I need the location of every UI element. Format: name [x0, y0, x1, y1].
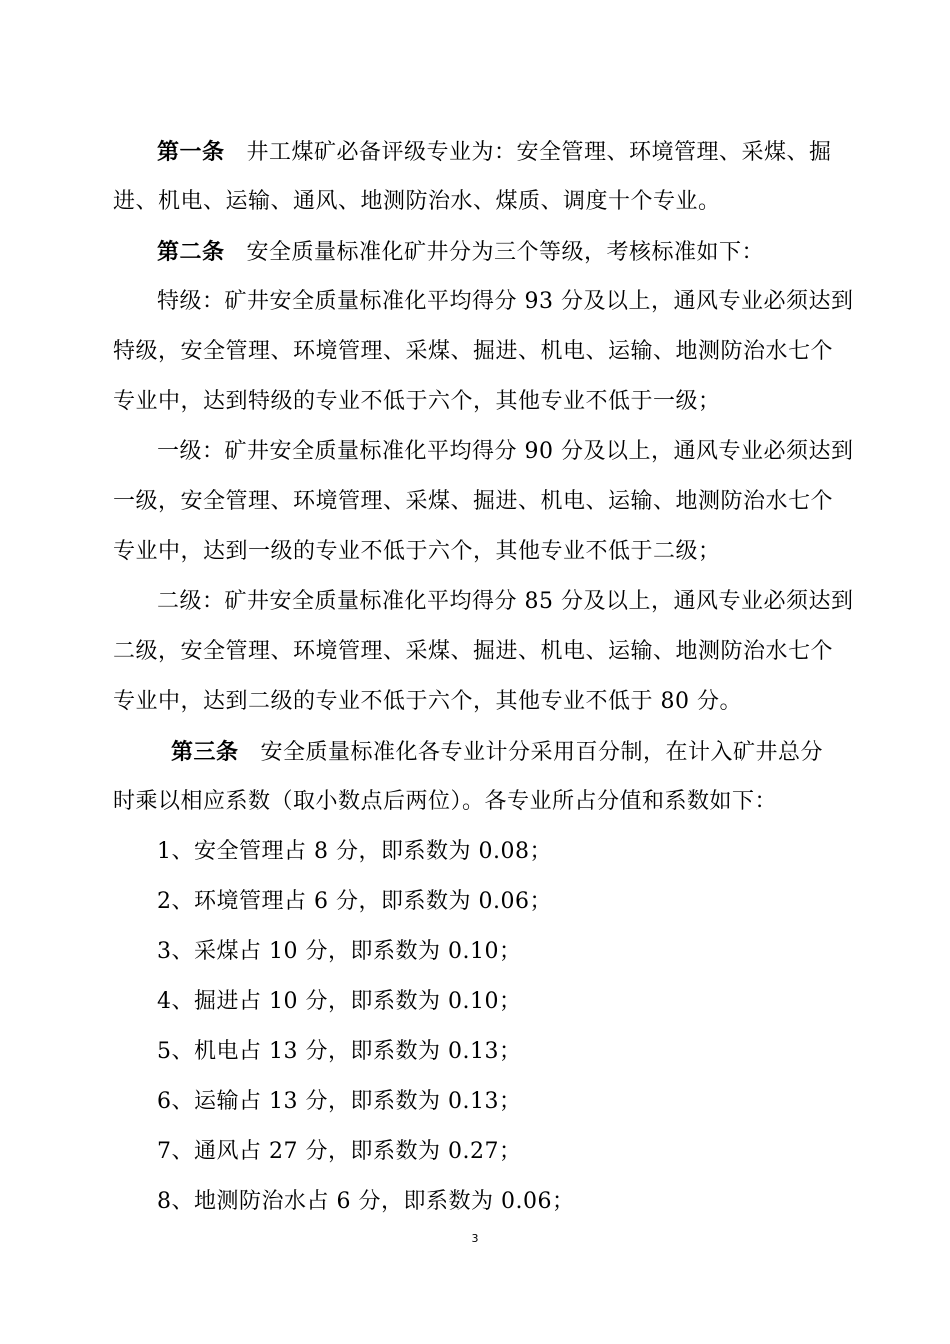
article2-text-line1: 安全质量标准化矿井分为三个等级，考核标准如下： — [246, 240, 765, 265]
article3-first-line — [171, 737, 823, 768]
article1-first-line — [157, 137, 832, 168]
grade-two-line2: 二级，安全管理、环境管理、采煤、掘进、机电、运输、地测防治水七个 — [113, 639, 834, 664]
grade-special-line2: 特级，安全管理、环境管理、采煤、掘进、机电、运输、地测防治水七个 — [113, 339, 834, 364]
list-item: 1、安全管理占 8 分，即系数为 0.08； — [157, 839, 552, 864]
list-item: 2、环境管理占 6 分，即系数为 0.06； — [157, 889, 552, 914]
article1-heading: 第一条 — [157, 139, 225, 165]
list-item: 4、掘进占 10 分，即系数为 0.10； — [157, 989, 522, 1014]
article3-text-line1: 安全质量标准化各专业计分采用百分制，在计入矿井总分 — [260, 740, 824, 765]
article3-heading: 第三条 — [171, 739, 239, 765]
list-item: 5、机电占 13 分，即系数为 0.13； — [157, 1039, 522, 1064]
article1-text-line2: 进、机电、运输、通风、地测防治水、煤质、调度十个专业。 — [113, 189, 721, 214]
article2-heading: 第二条 — [157, 239, 225, 265]
list-item: 6、运输占 13 分，即系数为 0.13； — [157, 1089, 522, 1114]
grade-one-line1: 一级：矿井安全质量标准化平均得分 90 分及以上，通风专业必须达到 — [157, 439, 854, 464]
article2-first-line — [157, 237, 764, 268]
grade-special-line3: 专业中，达到特级的专业不低于六个，其他专业不低于一级； — [113, 389, 721, 414]
grade-two-line3: 专业中，达到二级的专业不低于六个，其他专业不低于 80 分。 — [113, 689, 742, 714]
list-item: 3、采煤占 10 分，即系数为 0.10； — [157, 939, 522, 964]
page-number: 3 — [471, 1232, 479, 1245]
grade-two-line1: 二级：矿井安全质量标准化平均得分 85 分及以上，通风专业必须达到 — [157, 589, 854, 614]
article3-text-line2: 时乘以相应系数（取小数点后两位）。各专业所占分值和系数如下： — [113, 789, 778, 814]
grade-special-line1: 特级：矿井安全质量标准化平均得分 93 分及以上，通风专业必须达到 — [157, 289, 854, 314]
article1-text-line1: 井工煤矿必备评级专业为：安全管理、环境管理、采煤、掘 — [246, 140, 832, 165]
grade-one-line3: 专业中，达到一级的专业不低于六个，其他专业不低于二级； — [113, 539, 721, 564]
grade-one-line2: 一级，安全管理、环境管理、采煤、掘进、机电、运输、地测防治水七个 — [113, 489, 834, 514]
list-item: 7、通风占 27 分，即系数为 0.27； — [157, 1139, 522, 1164]
list-item: 8、地测防治水占 6 分，即系数为 0.06； — [157, 1189, 575, 1214]
